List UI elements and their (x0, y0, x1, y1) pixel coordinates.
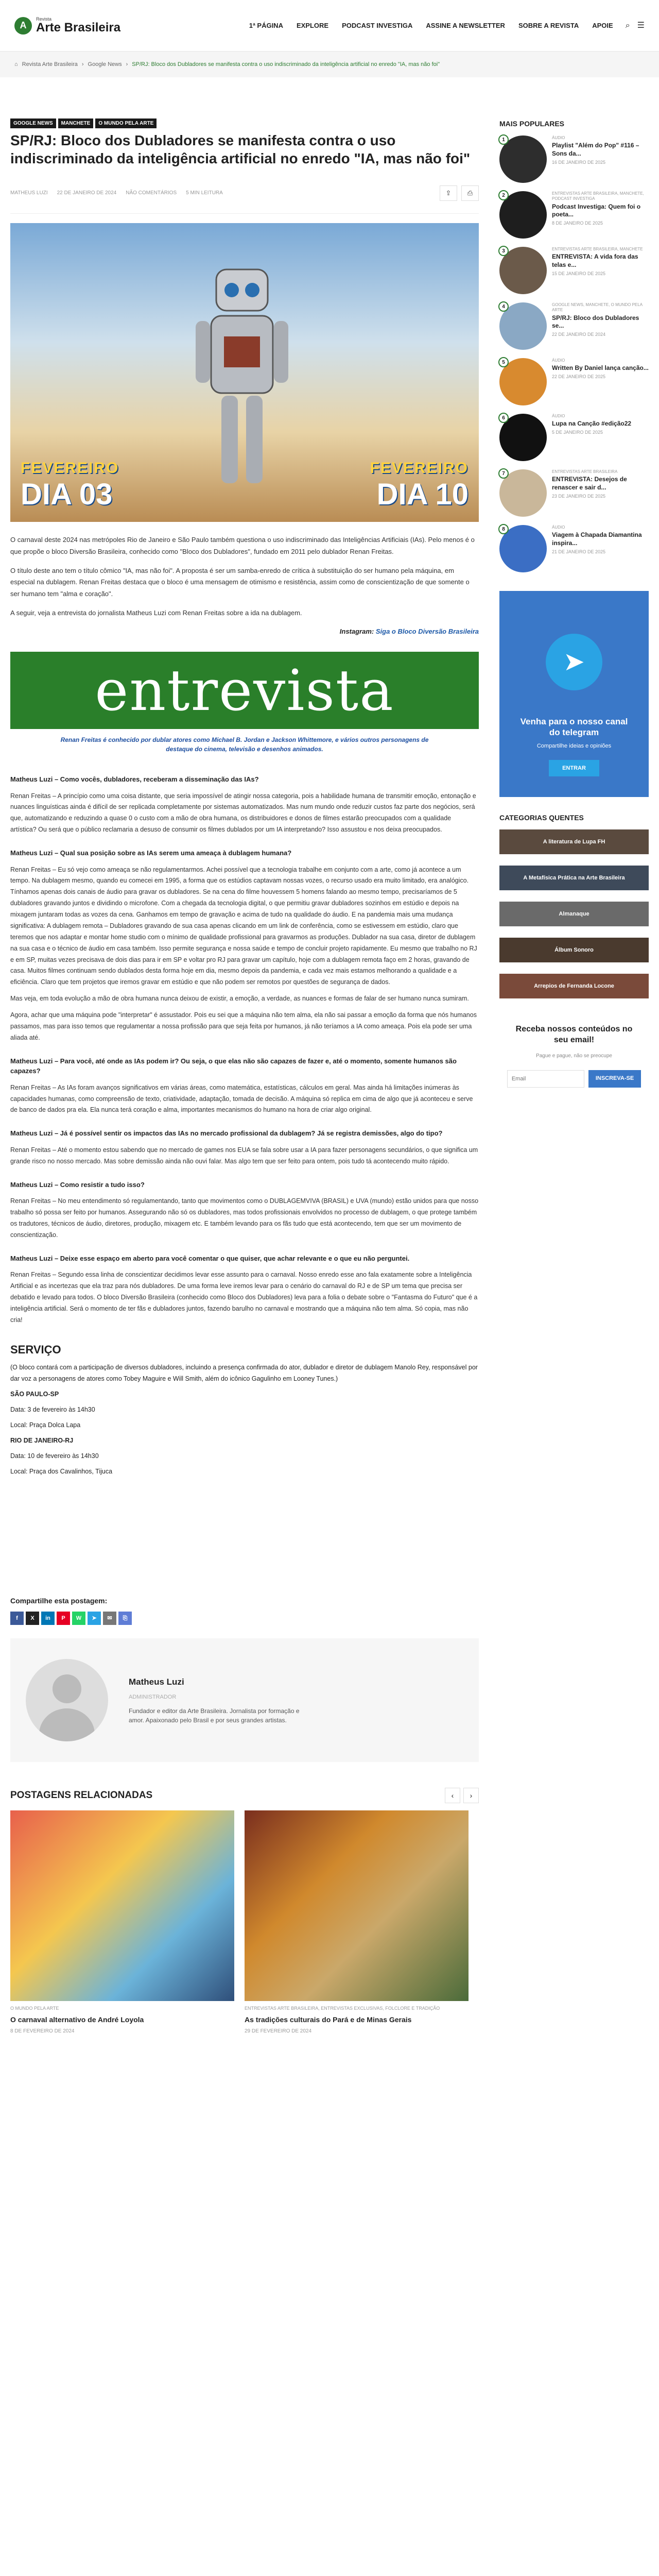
service-rj-place: Local: Praça dos Cavalinhos, Tijuca (10, 1467, 113, 1475)
popular-item[interactable] (499, 525, 649, 572)
article-tag[interactable]: O MUNDO PELA ARTE (95, 118, 157, 128)
related-image[interactable] (10, 1810, 234, 2001)
popular-title-link[interactable]: Playlist "Além do Pop" #116 – Sons da... (552, 142, 639, 157)
linkedin-icon[interactable]: in (41, 1612, 55, 1625)
answer: Renan Freitas – No meu entendimento só regulamentando, tanto que movimentos como o DUBLAGEMVIVA (BRASIL) e UVA (mundo) estão unidos para que nosso trabalho só possa ser feito por humanos. Assegurando não só os dubladores, mas todos profissionais envolvidos no processo de dublagem, o que protege também os tradutores, técnicos de áudio, diretores, produção, mixagem etc. E também levando para os fãs tudo que está acontecendo, tem que ser um movimento de conscientização. (10, 1197, 479, 1239)
article-tag[interactable]: GOOGLE NEWS (10, 118, 56, 128)
hero-date-left: FEVEREIRO DIA 03 (21, 460, 119, 511)
photo-caption: Renan Freitas é conhecido por dublar atores como Michael B. Jordan e Jackson Whittemore, e vários outros personagens de destaque do cinema, televisão e desenhos animados. (60, 736, 429, 753)
share-icon[interactable]: ⇪ (440, 185, 457, 201)
rank-badge: 7 (498, 468, 509, 479)
interview-banner: entrevista (10, 652, 479, 729)
related-posts (10, 1810, 479, 2035)
author-name[interactable]: Matheus Luzi (129, 1677, 184, 1687)
service-sp-place: Local: Praça Dolca Lapa (10, 1421, 81, 1429)
service-title: SERVIÇO (10, 1343, 61, 1357)
popular-title-link[interactable]: Viagem à Chapada Diamantina inspira... (552, 531, 642, 547)
popular-title-link[interactable]: ENTREVISTA: A vida fora das telas e... (552, 253, 638, 268)
related-card[interactable] (10, 1810, 234, 2035)
site-header (0, 0, 659, 52)
rank-badge: 5 (498, 357, 509, 367)
article-tag[interactable]: MANCHETE (58, 118, 94, 128)
author-box (10, 1638, 479, 1762)
logo-title: Arte Brasileira (36, 20, 121, 35)
breadcrumb-separator-icon: › (126, 61, 128, 67)
article-author[interactable]: MATHEUS LUZI (10, 190, 48, 196)
author-role: ADMINISTRADOR (129, 1693, 177, 1700)
qa-block (10, 1056, 479, 1116)
popular-date: 8 DE JANEIRO DE 2025 (552, 220, 603, 226)
answer: Renan Freitas – Até o momento estou sabendo que no mercado de games nos EUA se fala sobre usar a IA para fazer personagens secundários, o que significa um grande risco no nosso mercado. Mas sobre demissão ainda não ouvi falar. Mas algo tem que ser feito para ontem, pois tudo tá acontecendo muito rápido. (10, 1146, 478, 1165)
popular-date: 22 DE JANEIRO DE 2025 (552, 374, 606, 379)
related-title-link[interactable]: As tradições culturais do Pará e de Minas Gerais (245, 2015, 412, 2024)
related-date: 29 DE FEVEREIRO DE 2024 (245, 2028, 312, 2034)
related-image[interactable] (245, 1810, 469, 2001)
popular-date: 16 DE JANEIRO DE 2025 (552, 159, 606, 165)
logo-small-text: Revista (36, 16, 52, 22)
popular-category[interactable]: ÁUDIO (552, 414, 565, 418)
whatsapp-icon[interactable]: W (72, 1612, 85, 1625)
telegram-icon: ➤ (546, 634, 602, 690)
search-icon[interactable]: ⌕ (625, 21, 630, 30)
breadcrumb-separator-icon: › (81, 61, 84, 67)
site-logo[interactable] (14, 17, 120, 35)
intro-paragraph: A seguir, veja a entrevista do jornalista Matheus Luzi com Renan Freitas sobre a ida na dublagem. (10, 608, 302, 617)
nav-item-support[interactable]: APOIE (592, 21, 613, 29)
rank-badge: 8 (498, 524, 509, 534)
related-date: 8 DE FEVEREIRO DE 2024 (10, 2028, 75, 2034)
related-title: POSTAGENS RELACIONADAS (10, 1790, 153, 1801)
newsletter-title: Receba nossos conteúdos no seu email! (515, 1025, 633, 1044)
service-intro: (O bloco contará com a participação de diversos dubladores, incluindo a presença confirmada do ator, dublador e diretor de dublagem Manolo Rey, responsável por dar voz a personagens de atores como Tobey Maguire e Will Smith, além do icônico Gagulinho em Looney Tunes.) (10, 1364, 478, 1383)
main-nav (249, 21, 613, 31)
popular-date: 5 DE JANEIRO DE 2025 (552, 429, 603, 435)
rank-badge: 4 (498, 301, 509, 312)
popular-item[interactable] (499, 302, 649, 350)
rank-badge: 1 (498, 134, 509, 145)
hero-image (10, 223, 479, 522)
subscribe-button[interactable]: INSCREVA-SE (588, 1070, 641, 1088)
answer: Renan Freitas – A princípio como uma coisa distante, que seria impossível de atingir nossa categoria, pois a habilidade humana de transmitir emoção, entonação e nuances linguísticas ainda é difícil de ser replicada completamente por sistemas automatizados. Mas num mundo onde reduzir custos faz parte dos negócios, será que, automatizando e reduzindo a quase 0 o custo com a mão de obra humana, os distribuidores e donos de filmes estarão preocupados com a qualidade artística? Ou será que o público reclamaria a desuso de consumir os filmes dublados por um IA interpretando? Isso assustou e nos deixa preocupados. (10, 792, 476, 834)
popular-item[interactable] (499, 358, 649, 405)
category-link[interactable]: Almanaque (499, 902, 649, 926)
qa-block (10, 848, 479, 1044)
popular-date: 21 DE JANEIRO DE 2025 (552, 549, 606, 554)
service-sp-date: Data: 3 de fevereiro às 14h30 (10, 1406, 95, 1413)
sidebar (499, 118, 649, 2087)
popular-title: MAIS POPULARES (499, 120, 565, 128)
chevron-left-icon[interactable]: ‹ (445, 1788, 460, 1803)
answer: Mas veja, em toda evolução a mão de obra humana nunca deixou de existir, a emoção, a verdade, as nuances e formas de falar de ser humano nunca sumiram. (10, 995, 469, 1003)
qa-block (10, 774, 479, 836)
nav-item-newsletter[interactable]: ASSINE A NEWSLETTER (426, 21, 505, 29)
newsletter-subtitle: Pague e pague, não se preocupe (536, 1053, 612, 1059)
question: Matheus Luzi – Para você, até onde as IAs podem ir? Ou seja, o que elas não são capazes de fazer e, até o momento, somente humanos são capazes? (10, 1057, 457, 1075)
question: Matheus Luzi – Deixe esse espaço em aberto para você comentar o que quiser, que achar relevante e o que eu não perguntei. (10, 1254, 410, 1262)
related-card[interactable] (245, 1810, 469, 2035)
popular-title-link[interactable]: SP/RJ: Bloco dos Dubladores se... (552, 314, 639, 330)
article-title: SP/RJ: Bloco dos Dubladores se manifesta contra o uso indiscriminado da inteligência artificial no enredo "IA, mas não foi" (10, 132, 471, 166)
popular-title-link[interactable]: Written By Daniel lança canção... (552, 364, 649, 372)
popular-title-link[interactable]: Podcast Investiga: Quem foi o poeta... (552, 202, 641, 218)
popular-title-link[interactable]: Lupa na Canção #edição22 (552, 420, 632, 428)
question: Matheus Luzi – Como vocês, dubladores, receberam a disseminação das IAs? (10, 775, 259, 783)
email-share-icon[interactable]: ✉ (103, 1612, 116, 1625)
categories-title: CATEGORIAS QUENTES (499, 814, 584, 822)
answer: Agora, achar que uma máquina pode "interpretar" é assustador. Pois eu sei que a máquina não tem alma, ela não sai passar a emoção da forma que nós humanos passamos, mas para isso temos que regulamentar a nossa profissão para que seja feita por humanos, já não teríamos a IA como ameaça. Pois ela pode ser uma aliada até. (10, 1011, 477, 1041)
logo-mark-icon: A (14, 17, 32, 35)
rank-badge: 6 (498, 413, 509, 423)
home-icon[interactable]: ⌂ (14, 61, 18, 67)
category-link[interactable]: Arrepios de Fernanda Locone (499, 974, 649, 998)
popular-item[interactable] (499, 469, 649, 517)
nav-item-about[interactable]: SOBRE A REVISTA (518, 21, 579, 29)
telegram-subtitle: Compartilhe ideias e opiniões (536, 743, 612, 749)
popular-category[interactable]: ENTREVISTAS ARTE BRASILEIRA (552, 469, 618, 474)
popular-category[interactable]: ÁUDIO (552, 358, 565, 363)
answer: Renan Freitas – Eu só vejo como ameaça se não regulamentarmos. Achei possível que a tecnologia trabalhe em conjunto com a arte, como já acontece a um tempo. Na dublagem mesmo, quando eu comecei em 1995, a forma que os estúdios captavam nossas vozes, o recurso usado era muito limitado, era analógico. Tínhamos apenas dois canais de áudio para gravar os dubladores. Se na cena do filme houvessem 5 homens falando ao mesmo tempo, precisaríamos de 5 dubladores gravando juntos e dividindo o microfone. Com a chegada da tecnologia digital, o que permitiu gravar dubladores sozinhos em estúdio e depois na mixagem juntaram todas as vozes da cena. Ganhamos em tempo de gravação e acima de tudo na qualidade do áudio. E na pandemia mais uma mudança significativa: A dublagem remota – Dubladores gravando de sua casa apenas clicando em um link de conferência, como se estivessem em estúdio, claro que teremos que nos adaptar e montar home studio com o mínimo de qualidade profissional para gravarmos as produções. Dublador na sua casa, diretor de dublagem na sua casa e o técnico de áudio em casa também. Isso permite segurança e nossa saúde e tempo de concluir projeto rapidamente. Eu mesmo que trabalho no RJ e em SP, muitas vezes precisava de dois dias para ir em SP e voltar pro RJ para gravar um capítulo, hoje com a dublagem remota faço em 2 horas, gravando de casa. Muitos filmes continuam sendo dublados desta forma hoje em dia, mesmo depois da pandemia, e cada vez mais estamos melhorando a qualidade e a eficiência. Claro que tem projetos que iremos gravar em estúdio e que não podem ser remotos por questões de segurança de dados. (10, 866, 477, 986)
avatar (26, 1659, 108, 1741)
popular-item[interactable] (499, 135, 649, 183)
telegram-share-icon[interactable]: ➤ (88, 1612, 101, 1625)
popular-item[interactable] (499, 247, 649, 294)
rank-badge: 2 (498, 190, 509, 200)
menu-icon[interactable]: ☰ (637, 21, 645, 30)
newsletter (499, 1024, 649, 1088)
chevron-right-icon[interactable]: › (463, 1788, 479, 1803)
category-link[interactable]: Álbum Sonoro (499, 938, 649, 962)
qa-block (10, 1180, 479, 1241)
instagram-line: Instagram: Siga o Bloco Diversão Brasileira (339, 627, 479, 635)
related-title-link[interactable]: O carnaval alternativo de André Loyola (10, 2015, 144, 2024)
popular-category[interactable]: ENTREVISTAS ARTE BRASILEIRA, MANCHETE, PODCAST INVESTIGA (552, 191, 644, 201)
popular-category[interactable]: ENTREVISTAS ARTE BRASILEIRA, MANCHETE (552, 247, 643, 251)
popular-item[interactable] (499, 191, 649, 239)
article (10, 118, 479, 2087)
email-field[interactable] (507, 1070, 584, 1088)
related-category[interactable]: ENTREVISTAS ARTE BRASILEIRA, ENTREVISTAS EXCLUSIVAS, FOLCLORE E TRADIÇÃO (245, 2006, 440, 2011)
popular-item[interactable] (499, 414, 649, 461)
robot-illustration (180, 264, 304, 491)
service-rj-heading: RIO DE JANEIRO-RJ (10, 1436, 74, 1444)
copy-link-icon[interactable]: ⎘ (118, 1612, 132, 1625)
question: Matheus Luzi – Já é possível sentir os impactos das IAs no mercado profissional da dublagem? Já se registra demissões, algo do tipo? (10, 1129, 443, 1138)
article-meta (10, 173, 479, 214)
article-date: 22 DE JANEIRO DE 2024 (57, 190, 117, 196)
author-bio: Fundador e editor da Arte Brasileira. Jornalista por formação e amor. Apaixonado pelo Brasil e por seus grandes artistas. (129, 1707, 300, 1724)
article-readtime: 5 MIN LEITURA (186, 190, 223, 196)
share-section (10, 1596, 479, 1625)
share-title: Compartilhe esta postagem: (10, 1597, 108, 1605)
breadcrumb (0, 52, 659, 77)
x-icon[interactable]: X (26, 1612, 39, 1625)
popular-date: 22 DE JANEIRO DE 2024 (552, 331, 606, 337)
popular-title-link[interactable]: ENTREVISTA: Desejos de renascer e sair d... (552, 476, 627, 491)
service-sp-heading: SÃO PAULO-SP (10, 1391, 59, 1398)
breadcrumb-current: SP/RJ: Bloco dos Dubladores se manifesta contra o uso indiscriminado da inteligência artificial no enredo "IA, mas não foi" (132, 61, 440, 67)
service-rj-date: Data: 10 de fevereiro às 14h30 (10, 1452, 99, 1460)
qa-block (10, 1128, 479, 1167)
popular-date: 23 DE JANEIRO DE 2025 (552, 493, 606, 499)
answer: Renan Freitas – Segundo essa linha de conscientizar decidimos levar esse assunto para o carnaval. Nosso enredo esse ano fala exatamente sobre a Inteligência Artificial e as incertezas que ela traz para nós dubladores. De uma forma leve iremos levar para o cenário do carnaval do RJ e de SP um tema que precisa ser debatido e levado para todos. O bloco Diversão Brasileira (conhecido como Bloco dos Dubladores) leva para a folia o debate sobre o "Fantasma do Futuro" que é a inteligência artificial. Será o momento de ter fãs e dubladores juntos, fazendo barulho no carnaval e mostrando que a máquina não tem alma. Só copia, mas não cria! (10, 1271, 478, 1324)
question: Matheus Luzi – Como resistir a tudo isso? (10, 1180, 145, 1189)
qa-block (10, 1253, 479, 1326)
nav-item-podcast[interactable]: PODCAST INVESTIGA (342, 21, 413, 29)
popular-category[interactable]: GOOGLE NEWS, MANCHETE, O MUNDO PELA ARTE (552, 302, 643, 313)
rank-badge: 3 (498, 246, 509, 256)
service-section (10, 1341, 479, 1477)
breadcrumb-parent[interactable]: Google News (88, 61, 122, 67)
category-link[interactable]: A Metafísica Prática na Arte Brasileira (499, 866, 649, 890)
intro-paragraph: O carnaval deste 2024 nas metrópoles Rio de Janeiro e São Paulo também questiona o uso indiscriminado das Inteligências Artificiais (IAs). Pelo menos é o que propõe o bloco Diversão Brasileira, conhecido como "Bloco dos Dubladores", fundado em 2011 pelo dublador Renan Freitas. (10, 536, 475, 555)
article-comments[interactable]: NÃO COMENTÁRIOS (126, 190, 177, 196)
popular-date: 15 DE JANEIRO DE 2025 (552, 270, 606, 276)
answer: Renan Freitas – As IAs foram avanços significativos em várias áreas, como matemática, estatísticas, cálculos em geral. Mas ainda há limitações inúmeras às capacidades humanas, como compreensão de texto, criatividade, adaptação, tomada de decisão. A máquina só replica em cima de algo que já aconteceu e serve de banco de dados pra ela. Ela nunca terá coração e alma, importantes mecanismos do humano na hora de criar algo original. (10, 1083, 473, 1114)
telegram-title: Venha para o nosso canal do telegram (520, 716, 628, 737)
telegram-promo (499, 591, 649, 797)
category-link[interactable]: A literatura de Lupa FH (499, 829, 649, 854)
nav-item-explore[interactable]: EXPLORE (296, 21, 329, 29)
print-icon[interactable]: ⎙ (461, 185, 479, 201)
nav-item-home[interactable]: 1ª PÁGINA (249, 21, 283, 29)
related-category[interactable]: O MUNDO PELA ARTE (10, 2006, 59, 2011)
facebook-icon[interactable]: f (10, 1612, 24, 1625)
instagram-link[interactable]: Siga o Bloco Diversão Brasileira (375, 627, 479, 635)
popular-category[interactable]: ÁUDIO (552, 135, 565, 140)
hero-date-right: FEVEREIRO DIA 10 (370, 460, 469, 511)
pinterest-icon[interactable]: P (57, 1612, 70, 1625)
telegram-join-button[interactable]: ENTRAR (549, 760, 599, 777)
intro-paragraph: O título deste ano tem o título cômico "IA, mas não foi". A proposta é ser um samba-enredo de crítica à substituição do ser humano pela máquina, em especial na dublagem. Renan Freitas destaca que o bloco é uma mensagem de otimismo e resistência, assim como de conscientização de que somente o ser humano tem "alma e coração". (10, 566, 470, 598)
question: Matheus Luzi – Qual sua posição sobre as IAs serem uma ameaça à dublagem humana? (10, 849, 292, 857)
popular-category[interactable]: ÁUDIO (552, 525, 565, 530)
breadcrumb-home[interactable]: Revista Arte Brasileira (22, 61, 78, 67)
